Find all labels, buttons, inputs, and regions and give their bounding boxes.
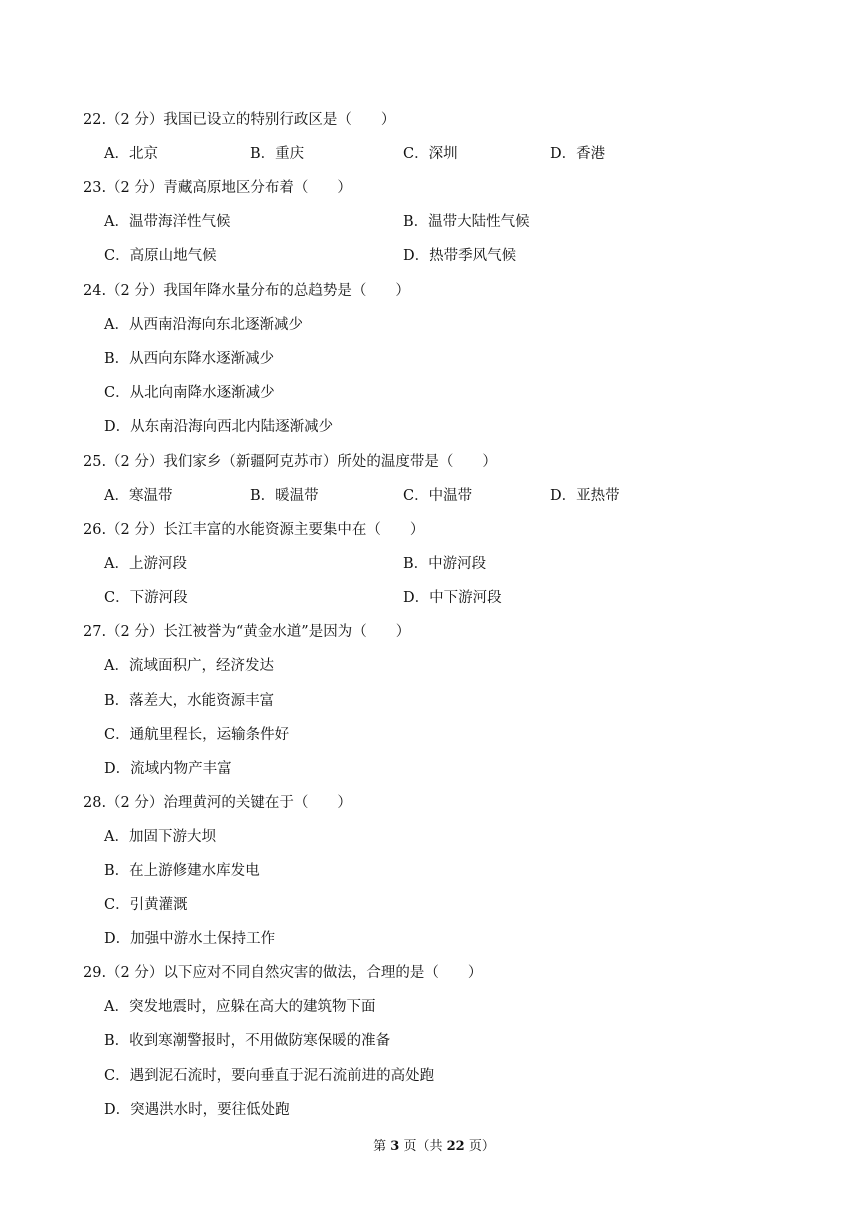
question-25-option-d: D．亚热带 bbox=[550, 488, 620, 504]
footer-suffix: 页） bbox=[464, 1139, 495, 1154]
question-23-option-b: B．温带大陆性气候 bbox=[403, 214, 530, 230]
question-27-option-d: D．流域内物产丰富 bbox=[104, 761, 232, 777]
question-25-option-c: C．中温带 bbox=[403, 488, 473, 504]
question-26-stem: 26.（2 分）长江丰富的水能资源主要集中在（ ） bbox=[83, 522, 425, 538]
question-29-option-d: D．突遇洪水时，要往低处跑 bbox=[104, 1102, 290, 1118]
question-22-stem: 22.（2 分）我国已设立的特别行政区是（ ） bbox=[83, 112, 396, 128]
question-22-option-b: B．重庆 bbox=[250, 146, 305, 162]
question-23-option-a: A．温带海洋性气候 bbox=[104, 214, 231, 230]
footer-page-number: 3 bbox=[390, 1139, 400, 1154]
question-26-option-d: D．中下游河段 bbox=[403, 590, 502, 606]
question-27-option-c: C．通航里程长，运输条件好 bbox=[104, 727, 290, 743]
question-27-option-a: A．流域面积广，经济发达 bbox=[104, 658, 274, 674]
question-23-option-d: D．热带季风气候 bbox=[403, 248, 517, 264]
question-29-option-b: B．收到寒潮警报时，不用做防寒保暖的准备 bbox=[104, 1033, 391, 1049]
question-24-option-b: B．从西向东降水逐渐减少 bbox=[104, 351, 275, 367]
question-22-option-c: C．深圳 bbox=[403, 146, 458, 162]
question-23-stem: 23.（2 分）青藏高原地区分布着（ ） bbox=[83, 180, 352, 196]
question-23-option-c: C．高原山地气候 bbox=[104, 248, 217, 264]
question-28-option-b: B．在上游修建水库发电 bbox=[104, 863, 260, 879]
question-27-stem: 27.（2 分）长江被誉为“黄金水道”是因为（ ） bbox=[83, 624, 411, 640]
question-24-option-c: C．从北向南降水逐渐减少 bbox=[104, 385, 275, 401]
question-29-stem: 29.（2 分）以下应对不同自然灾害的做法，合理的是（ ） bbox=[83, 965, 483, 981]
question-29-option-c: C．遇到泥石流时，要向垂直于泥石流前进的高处跑 bbox=[104, 1068, 435, 1084]
question-25-stem: 25.（2 分）我们家乡（新疆阿克苏市）所处的温度带是（ ） bbox=[83, 454, 497, 470]
question-26-option-c: C．下游河段 bbox=[104, 590, 188, 606]
question-25-option-a: A．寒温带 bbox=[104, 488, 173, 504]
question-22-option-a: A．北京 bbox=[104, 146, 158, 162]
question-28-option-d: D．加强中游水土保持工作 bbox=[104, 931, 276, 947]
question-28-option-a: A．加固下游大坝 bbox=[104, 829, 216, 845]
question-26-option-a: A．上游河段 bbox=[104, 556, 187, 572]
question-24-stem: 24.（2 分）我国年降水量分布的总趋势是（ ） bbox=[83, 283, 410, 299]
question-26-option-b: B．中游河段 bbox=[403, 556, 487, 572]
footer-total-pages: 22 bbox=[446, 1139, 465, 1154]
question-24-option-a: A．从西南沿海向东北逐渐减少 bbox=[104, 317, 303, 333]
question-27-option-b: B．落差大，水能资源丰富 bbox=[104, 693, 275, 709]
question-28-option-c: C．引黄灌溉 bbox=[104, 897, 188, 913]
question-24-option-d: D．从东南沿海向西北内陆逐渐减少 bbox=[104, 419, 334, 435]
question-29-option-a: A．突发地震时，应躲在高大的建筑物下面 bbox=[104, 999, 376, 1015]
footer-prefix: 第 bbox=[373, 1139, 391, 1154]
question-28-stem: 28.（2 分）治理黄河的关键在于（ ） bbox=[83, 795, 352, 811]
page-footer bbox=[0, 1138, 868, 1156]
footer-middle: 页（共 bbox=[399, 1139, 447, 1154]
question-25-option-b: B．暖温带 bbox=[250, 488, 319, 504]
question-22-option-d: D．香港 bbox=[550, 146, 606, 162]
